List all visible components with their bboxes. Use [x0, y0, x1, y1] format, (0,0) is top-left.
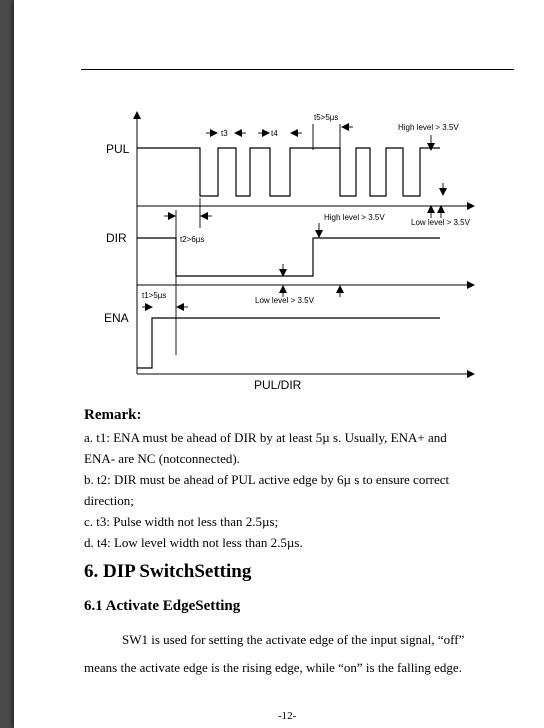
- pul-high-level-label: High level > 3.5V: [398, 123, 459, 132]
- remark-title: Remark:: [84, 407, 142, 423]
- t4-label: t4: [271, 129, 278, 138]
- paragraph-line: SW1 is used for setting the activate edge of the input signal, “off”: [122, 632, 465, 647]
- t3-label: t3: [221, 129, 228, 138]
- remark-line: b. t2: DIR must be ahead of PUL active edge by 6µ s to ensure correct: [84, 472, 450, 487]
- subsection-heading: 6.1 Activate EdgeSetting: [84, 598, 241, 614]
- remark-line: c. t3: Pulse width not less than 2.5µs;: [84, 514, 279, 529]
- remark-line: a. t1: ENA must be ahead of DIR by at least 5µ s. Usually, ENA+ and: [84, 430, 447, 445]
- t2-label: t2>6µs: [180, 235, 205, 244]
- remark-line: d. t4: Low level width not less than 2.5µs.: [84, 535, 303, 550]
- pul-signal-label: PUL: [106, 142, 130, 156]
- paragraph-line: means the activate edge is the rising edge, while “on” is the falling edge.: [84, 660, 462, 675]
- section-heading: 6. DIP SwitchSetting: [84, 561, 252, 582]
- dir-low-level-label: Low level > 3.5V: [255, 296, 314, 305]
- ena-waveform: [137, 318, 440, 368]
- dir-high-level-label: High level > 3.5V: [324, 213, 385, 222]
- x-axis-label: PUL/DIR: [254, 378, 302, 392]
- timing-diagram: [14, 0, 544, 400]
- t5-label: t5>5µs: [314, 113, 339, 122]
- ena-signal-label: ENA: [104, 311, 129, 325]
- pul-low-level-label: Low level > 3.5V: [411, 218, 470, 227]
- page-number: -12-: [278, 710, 297, 722]
- document-page: [14, 0, 544, 728]
- dir-signal-label: DIR: [106, 231, 127, 245]
- t1-label: t1>5µs: [142, 291, 167, 300]
- remark-line: direction;: [84, 493, 134, 508]
- remark-line: ENA- are NC (notconnected).: [84, 451, 240, 466]
- pul-waveform: [137, 148, 440, 196]
